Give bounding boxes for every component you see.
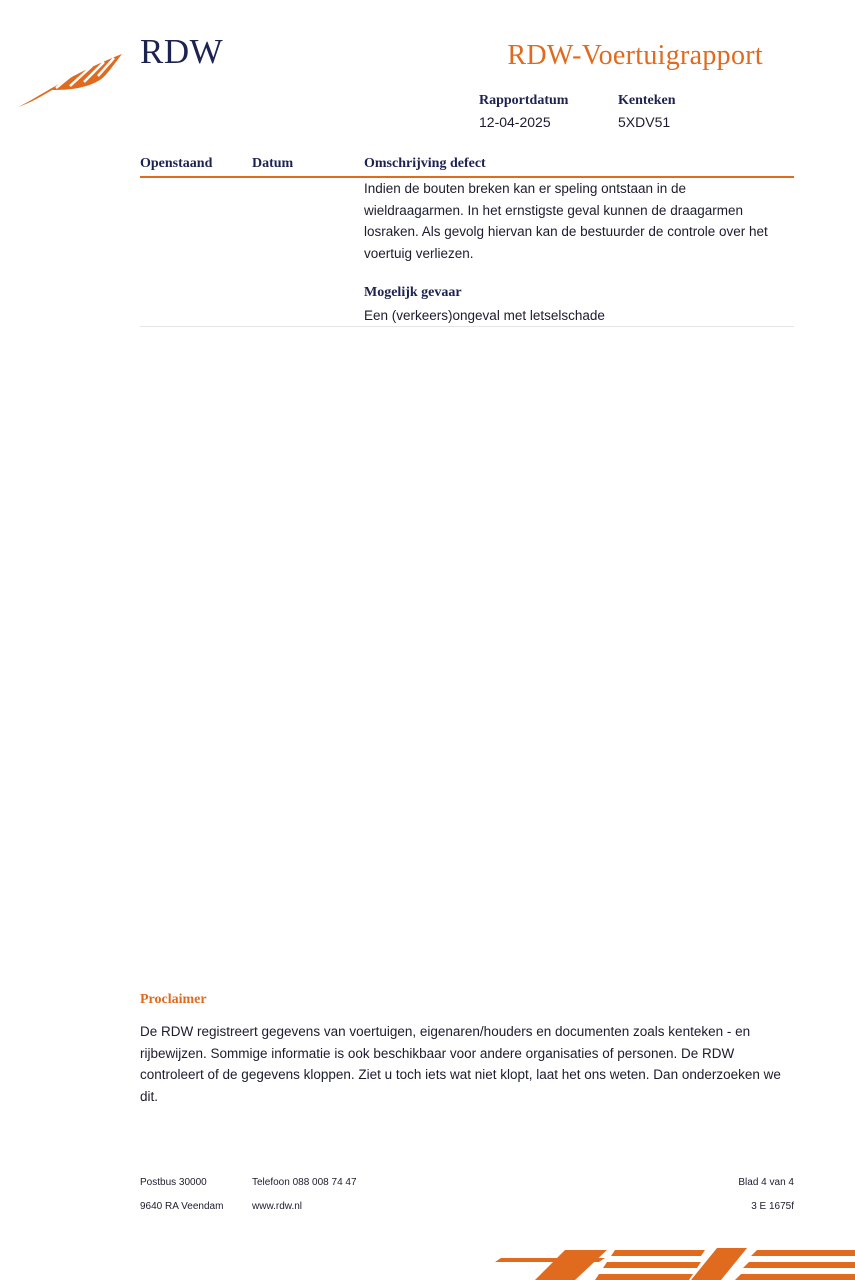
column-header-datum: Datum [252,156,294,171]
danger-value: Een (verkeers)ongeval met letselschade [364,308,605,323]
footer-address: 9640 RA Veendam [140,1201,224,1212]
proclaimer-text: De RDW registreert gegevens van voertuigen, eigenaren/houders en documenten zoals kenteken - en rijbewijzen. Sommige informatie is ook beschikbaar voor andere organisaties of personen. De RDW controleert of de gegevens kloppen. Ziet u toch iets wat niet klopt, laat het ons weten. Dan onderzoeken we dit. [140,1024,781,1104]
danger-label: Mogelijk gevaar [364,285,462,300]
defect-description: Indien de bouten breken kan er speling ontstaan in de wieldraagarmen. In het ernstigste geval kunnen de draagarmen losraken. Als gevolg hiervan kan de bestuurder de controle over het voertuig verliezen. [364,181,768,261]
footer-page-number: Blad 4 van 4 [738,1177,794,1188]
footer-website[interactable]: www.rdw.nl [252,1201,303,1212]
brand-wordmark: RDW [140,32,224,71]
report-date-value: 12-04-2025 [479,114,551,130]
footer-postbus: Postbus 30000 [140,1177,207,1188]
plate-value: 5XDV51 [618,114,671,130]
proclaimer-title: Proclaimer [140,992,207,1007]
plate-label: Kenteken [618,93,676,108]
defect-table-header [140,156,794,178]
column-header-openstaand: Openstaand [140,156,213,171]
column-header-omschrijving: Omschrijving defect [364,156,486,171]
defect-table-row [140,178,794,327]
report-date-label: Rapportdatum [479,93,569,108]
rdw-stripes-decor-icon [495,1246,855,1280]
footer-phone: Telefoon 088 008 74 47 [252,1177,357,1188]
report-title: RDW-Voertuigrapport [507,40,763,71]
rdw-feather-logo-icon [16,52,126,110]
report-date-block [479,93,568,130]
plate-block [618,93,676,130]
footer-code: 3 E 1675f [751,1201,794,1212]
